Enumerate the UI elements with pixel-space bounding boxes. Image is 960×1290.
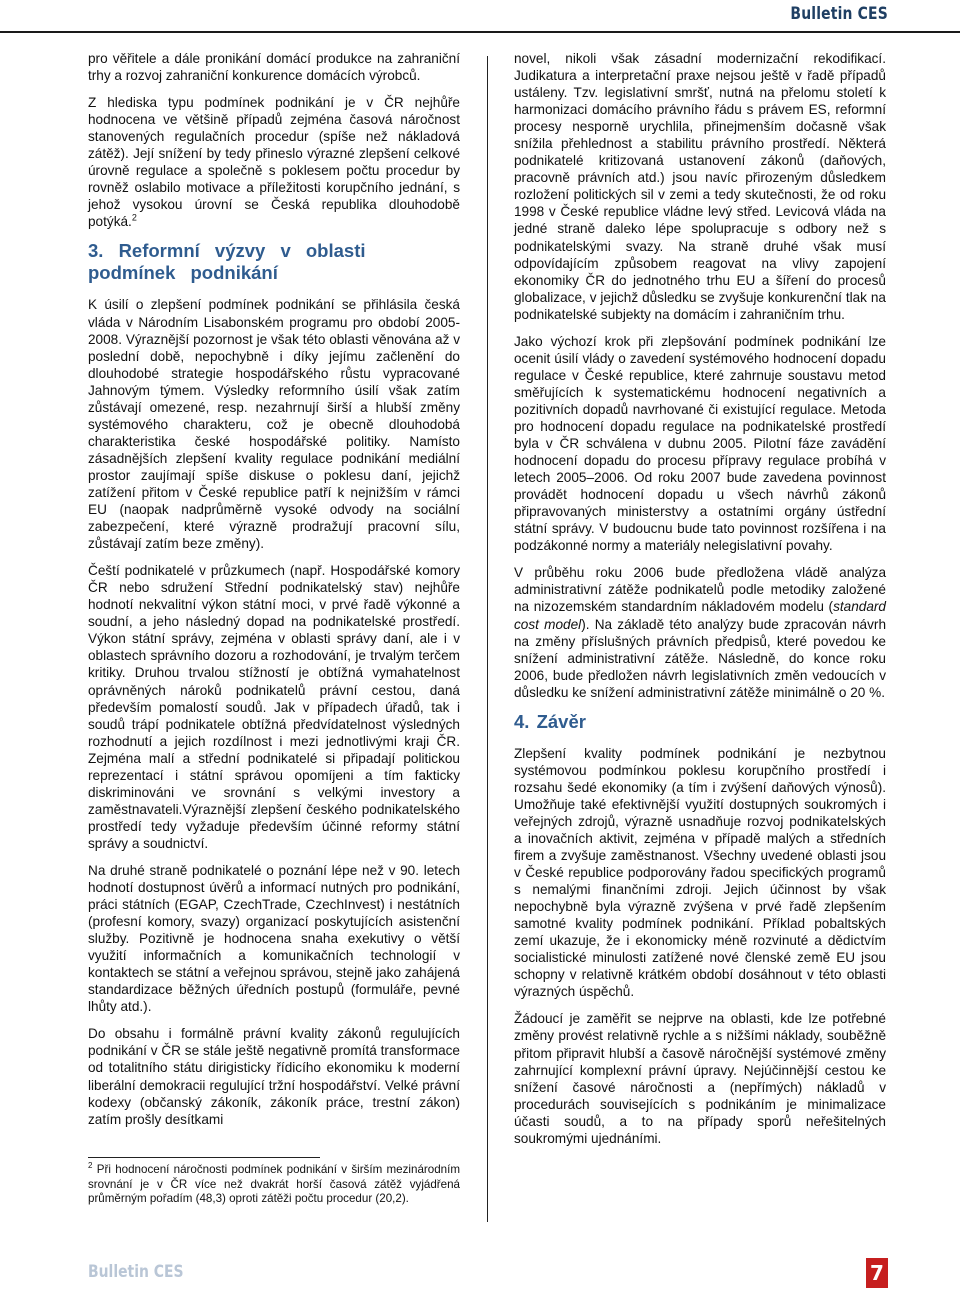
right-paragraph-5: Žádoucí je zaměřit se nejprve na oblasti, kde lze potřebné změny provést relativně rychle a s nižšími náklady, souběžně přitom připravit hlubší a časově náročnější systémové změny zahrnující komplexní právní úpravy. Nejúčinnější cestou ke snížení časové náročnosti a (nepřímých) nákladů v procedurách souvisejících s podnikáním je minimalizace účasti soudů, a to na případy sporů neřešitelných soukromými ujednáními. — [514, 1011, 886, 1146]
footnote-text: Při hodnocení náročnosti podmínek podnikání v širším mezinárodním srovnání je v ČR více než dvakrát horší časová zátěž vyjádřená průměrným pořadím (48,3) oproti zátěži počtu procedur (20,2). — [88, 1163, 460, 1206]
header-rule — [0, 31, 960, 33]
right-paragraph-3-b: ). Na základě této analýzy bude zpracován návrh na změny příslušných právních předpisů, které povedou ke snížení administrativní zátěže. Následně, do konce roku 2006, bude předložen návrh legislativních změn vedoucích v důsledku ke snížení administrativní zátěže minimálně o 20 %. — [514, 616, 887, 700]
left-paragraph-2-text: Z hlediska typu podmínek podnikání je v ČR nejhůře hodnocena ve většině případů zejména časová náročnost stanovených regulačních procedur (spíše než nákladová zátěž). Její snížení by tedy přineslo výrazné zlepšení celkové úrovně regulace a společně s poklesem počtu procedur by rovněž oslabilo motivace a příležitosti korupčního jednání, s jehož vysokou úrovní se Česká republika dlouhodobě potýká. — [88, 95, 460, 230]
footer-brand: Bulletin CES — [88, 1262, 184, 1282]
left-paragraph-6: Do obsahu i formálně právní kvality zákonů regulujících podnikání v ČR se stále ještě negativně promítá transformace od totalitního státu dirigisticky řídicího ekonomiku k moderní liberální demokracii regulující tržní hospodářství. Velké právní kodexy (občanský zákoník, zákoník práce, trestní zákon) zatím prošly desítkami — [88, 1026, 460, 1127]
left-paragraph-1: pro věřitele a dále pronikání domácí produkce na zahraniční trhy a rozvoj zahraniční konkurence domácích výrobců. — [88, 51, 460, 84]
page-number: 7 — [866, 1258, 888, 1288]
footnote-ref[interactable]: 2 — [131, 212, 137, 223]
left-paragraph-3: K úsilí o zlepšení podmínek podnikání se přihlásila česká vláda v Národním Lisabonském programu pro období 2005-2008. Výraznější pozornost je však této oblasti věnována až v poslední době, nepochybně i díky jejímu začlenění do dlouhodobé strategie hospodářského růstu vypracované Jahnovým týmem. Výsledky reformního úsilí však zatím zůstávají omezené, resp. nezahrnují širší a hlubší změny systémového charakteru, což je obecně dlouhodobá charakteristika české hospodářské politiky. Namísto zásadnějších zlepšení kvality regulace podnikání mediální prostor zaujímají spíše diskuse o poklesu daní, jejichž zatížení přitom v České republice patří k nejnižším v rámci EU (naopak nadprůměrně vysoké odvody na sociální zabezpečení, které výrazně prodražují pracovní sílu, zůstávají zatím beze změny). — [88, 297, 460, 552]
header-brand: Bulletin CES — [790, 4, 888, 24]
standard-cost-model-term: standard cost model — [514, 599, 886, 632]
right-paragraph-1: novel, nikoli však zásadní modernizační rekodifikací. Judikatura a interpretační praxe nejsou ještě v řadě případů ustáleny. Tzv. legislativní smršť, nutná na přelomu století k harmonizaci domácího právního řádu s právem ES, reformní procesy nesporně urychlila, přinejmenším dočasně však snížila přehlednost a stabilitu právního prostředí. Některá podnikatelé kritizovaná ustanovení zákonů (daňových, pracovně právních atd.) jsou navíc přirozeným důsledkem rozložení politických sil v zemi a tedy skutečnosti, že od roku 1998 v České republice vládne levý střed. Levicová vláda na jedné straně daleko lépe spolupracuje s odbory než s podnikatelskými svazy. Na straně druhé však musí odpovídajícím způsobem reagovat na vlivy zapojení ekonomiky ČR do jednotného trhu EU a šíření do procesů globalizace, v jejichž důsledku se zvyšuje konkurenční tlak na podnikatelské subjekty na domácím i zahraničním trhu. — [514, 51, 886, 322]
section-3-heading: 3. Reformní výzvy v oblasti podmínek podnikání — [88, 240, 366, 284]
footnote-rule — [88, 1157, 320, 1158]
right-paragraph-3-a: V průběhu roku 2006 bude předložena vládě analýza administrativní zátěže podnikatelů podle metodiky založené na nizozemském standardním nákladovém modelu ( — [514, 565, 886, 615]
footnote — [88, 1163, 460, 1207]
left-paragraph-4: Čeští podnikatelé v průzkumech (např. Hospodářské komory ČR nebo sdružení Střední podnikatelský stav) nejhůře hodnotí nekvalitní výkon státní moci, v prvé řadě výkonné a soudní, a jeho následný dopad na podnikatelské prostředí. Výkon státní správy, zejména v oblasti správy daní, ale i v oblastech správního dozoru a rozhodování, je trvalým terčem kritiky. Druhou trvalou stížností je obtížná vymahatelnost oprávněných nároků podnikatelů právní cestou, daná především pomalostí soudů. Jak v případech úřadů, tak i soudů trápí podnikatele obtížná předvídatelnost výsledných rozhodnutí a jejich rozdílnost i mezi jednotlivými kraji ČR. Zejména malí a střední podnikatelé si připadají politickou reprezentací i státní správou opomíjeni a tím fakticky diskriminováni ve srovnání s velkými investory a zaměstnavateli.Výraznější zlepšení českého podnikatelského prostředí tedy vyžaduje především účinné reformy státní správy a soudnictví. — [88, 563, 460, 851]
left-column — [88, 50, 460, 1138]
right-paragraph-2: Jako výchozí krok při zlepšování podmínek podnikání lze ocenit úsilí vlády o zavedení systémového hodnocení dopadu regulace v České republice, které zahrnuje soustavu metod směřujících k systematickému hodnocení negativních a pozitivních dopadů navrhované či existující regulace. Metoda pro hodnocení dopadu regulace na podnikatelské prostředí byla v ČR schválena v dubnu 2005. Pilotní fáze zavádění hodnocení dopadu do procesu přípravy regulace probíhá v letech 2005–2006. Od roku 2007 bude zavedena povinnost provádět hodnocení dopadu u všech návrhů zákonů připravovaných ministerstvy a ostatními orgány ústřední státní správy. V budoucnu bude tato povinnost rozšířena i na podzákonné normy a materiály nelegislativní povahy. — [514, 333, 886, 554]
right-paragraph-4: Zlepšení kvality podmínek podnikání je nezbytnou systémovou podmínkou poklesu korupčního prostředí i rozsahu šedé ekonomiky (a tím i zvýšení daňových výnosů). Umožňuje také efektivnější využití dostupných soukromých i veřejných zdrojů, výrazně usnadňuje rozvoj podnikatelských a inovačních aktivit, zejména v případě malých a středních firem a zvyšuje zaměstnanost. Všechny uvedené oblasti jsou v České republice podporovány řadou specifických programů s nemalými finančními zdroji. Jejich účinnost by však nepochybně byla výrazně zvýšena v prvé řadě zlepšením samotné kvality podmínek podnikání. Příklad pobaltských zemí ukazuje, že i ekonomicky méně rozvinuté a dědictvím socialistické minulosti zatížené nové členské země EU jsou schopny v relativně krátkém období dosáhnout v této oblasti výrazných úspěchů. — [514, 745, 886, 1000]
left-paragraph-2 — [88, 94, 460, 230]
right-paragraph-3 — [514, 564, 886, 700]
column-divider — [487, 56, 488, 1222]
footnote-number: 2 — [88, 1161, 93, 1171]
section-4-heading: 4. Závěr — [514, 710, 586, 732]
right-column — [514, 50, 886, 1157]
left-paragraph-5: Na druhé straně podnikatelé o poznání lépe než v 90. letech hodnotí dostupnost úvěrů a informací nutných pro podnikání, práci státních (EGAP, CzechTrade, CzechInvest) i nestátních (profesní komory, svazy) organizací poskytujících asistenční služby. Pozitivně je hodnocena snaha exekutivy o větší využití informačních a komunikačních technologií v kontaktech se státní a veřejnou správou, stejně jako zahájená standardizace běžných úředních postupů (formuláře, pevné lhůty atd.). — [88, 862, 460, 1015]
